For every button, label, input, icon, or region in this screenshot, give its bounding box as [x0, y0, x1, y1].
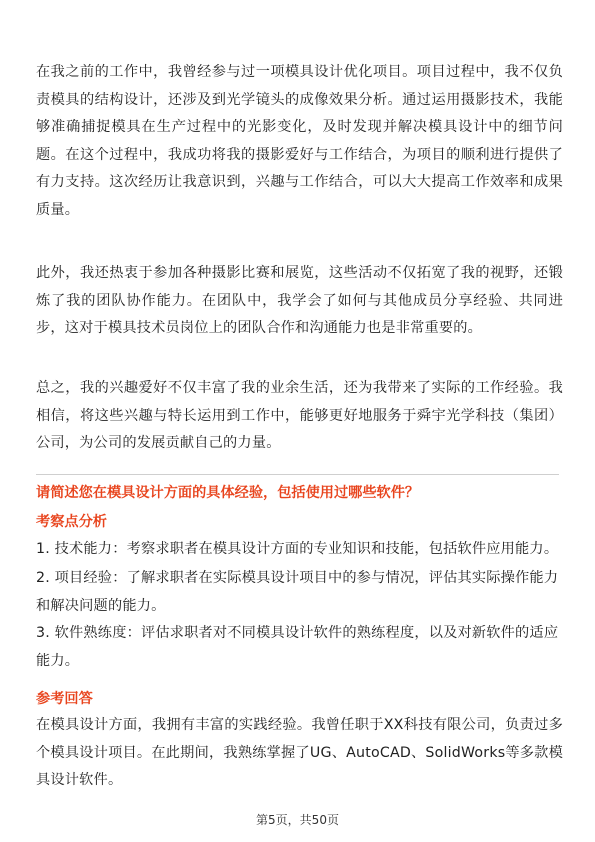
paragraph-conclusion: 总之，我的兴趣爱好不仅丰富了我的业余生活，还为我带来了实际的工作经验。我相信，将这些兴趣与特长运用到工作中，能够更好地服务于舜宇光学科技（集团）公司，为公司的发展贡献自己的力量。 [36, 380, 563, 452]
answer-text: 在模具设计方面，我拥有丰富的实践经验。我曾任职于XX科技有限公司，负责过多个模具设计项目。在此期间，我熟练掌握了UG、AutoCAD、SolidWorks等多款模具设计软件。 [36, 717, 563, 789]
paragraph-work-experience: 在我之前的工作中，我曾经参与过一项模具设计优化项目。项目过程中，我不仅负责模具的结构设计，还涉及到光学镜头的成像效果分析。通过运用摄影技术，我能够准确捕捉模具在生产过程中的光影变化，及时发现并解决模具设计中的细节问题。在这个过程中，我成功将我的摄影爱好与工作结合，为项目的顺利进行提供了有力支持。这次经历让我意识到，兴趣与工作结合，可以大大提高工作效率和成果质量。 [36, 64, 563, 218]
interview-question: 请简述您在模具设计方面的具体经验，包括使用过哪些软件？ [36, 485, 420, 501]
analysis-item-software: 3. 软件熟练度：评估求职者对不同模具设计软件的熟练程度，以及对新软件的适应能力。 [36, 625, 559, 669]
page-number: 第5页，共50页 [256, 813, 339, 827]
section-divider [36, 474, 559, 475]
analysis-title: 考察点分析 [36, 514, 107, 530]
paragraph-photography-activities: 此外，我还热衷于参加各种摄影比赛和展览，这些活动不仅拓宽了我的视野，还锻炼了我的团队协作能力。在团队中，我学会了如何与其他成员分享经验、共同进步，这对于模具技术员岗位上的团队合作和沟通能力也是非常重要的。 [36, 265, 563, 337]
analysis-item-technical: 1. 技术能力：考察求职者在模具设计方面的专业知识和技能，包括软件应用能力。 [36, 541, 559, 557]
analysis-item-project: 2. 项目经验：了解求职者在实际模具设计项目中的参与情况，评估其实际操作能力和解决问题的能力。 [36, 570, 559, 614]
answer-title: 参考回答 [36, 691, 93, 707]
